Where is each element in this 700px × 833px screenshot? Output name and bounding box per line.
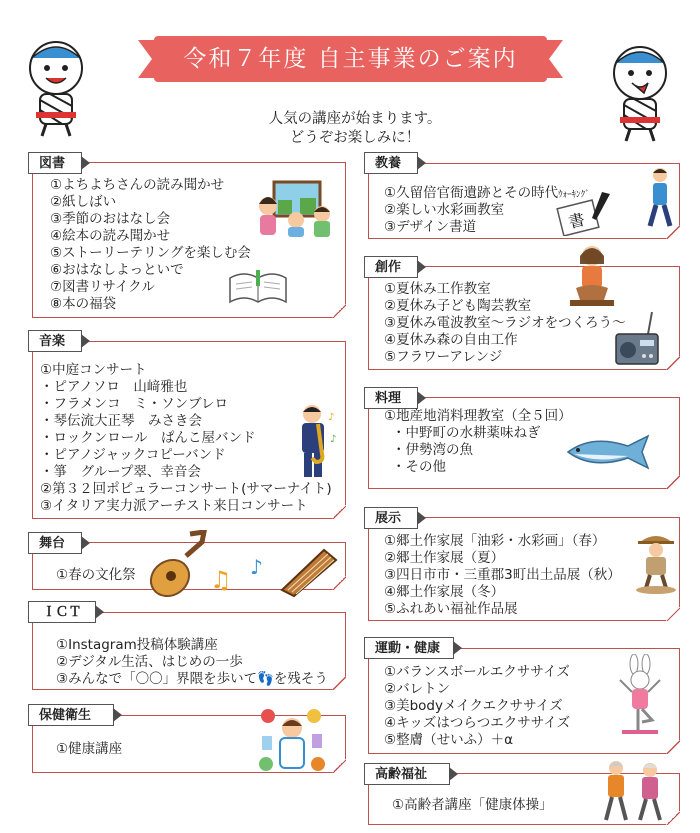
ict-list [56,637,328,688]
explorer-icon [634,530,680,594]
family-window-icon [256,180,336,238]
list-item: ・箏 グループ翠、幸音会 [40,464,201,480]
list-item: ①高齢者講座「健康体操」 [392,797,553,813]
tab-elderly: 高齢福祉 [364,763,450,785]
list-item: ①健康講座 [56,741,123,757]
list-item: ・伊勢湾の魚 [392,442,473,458]
yoga-rabbit-icon [616,654,664,738]
music-list [40,362,335,515]
list-item [56,671,328,688]
intro-line-2: どうぞお楽しみに！ [289,130,421,146]
list-item: ④絵本の読み聞かせ [50,228,171,244]
svg-text:書: 書 [566,209,587,233]
list-item: ③四日市市・三重郡3町出土品展（秋） [384,567,621,583]
walking-label: ｳｫｰｷﾝｸﾞ [558,190,590,200]
tab-exhibit: 展示 [364,507,418,529]
calligraphy-icon [554,190,614,236]
list-item-text: ③みんなで「〇〇」界隈を歩いて [56,671,258,687]
list-item: ②第３２回ポピュラーコンサート(サマーナイト) [40,481,332,497]
list-item: ①バランスボールエクササイズ [384,664,570,680]
list-item: ⑤整膚（せいふ）＋α [384,732,514,748]
music-notes-icon [208,556,278,592]
list-item: ・中野町の水耕薬味ねぎ [392,425,541,441]
list-item: ・琴伝流大正琴 みさき会 [40,413,202,429]
tab-sports: 運動・健康 [364,637,454,659]
list-item: ⑤ふれあい福祉作品展 [384,601,518,617]
list-item: ・ピアノジャックコピーバンド [40,447,226,463]
title-banner [138,30,563,88]
stage-list [56,567,136,584]
footprint-icon: 👣 [257,671,274,687]
list-item-suffix: を残そう [273,671,328,687]
list-item: ⑤フラワーアレンジ [384,349,503,365]
tab-library: 図書 [28,152,82,174]
list-item: ①地産地消料理教室（全５回） [384,408,572,424]
tab-culture: 教養 [364,152,418,174]
svg-text:♪: ♪ [328,412,335,423]
list-item: ④郷土作家展（冬） [384,584,505,600]
intro-text [230,110,480,148]
tab-cooking: 料理 [364,387,418,409]
intro-line-1: 人気の講座が始まります。 [268,111,442,127]
list-item: ③夏休み電波教室～ラジオをつくろう～ [384,315,626,331]
list-item: ⑥おはなしよっといで [50,262,184,278]
page-title: 令和７年度 自主事業のご案内 [183,46,518,72]
list-item: ・ピアノソロ 山﨑雅也 [40,379,188,395]
tab-ict: ＩＣＴ [28,601,96,623]
tab-creation: 創作 [364,256,418,278]
list-item: ①春の文化祭 [56,567,136,583]
mascot-left-icon [22,38,90,138]
cooking-list [384,408,572,476]
list-item: ・ロックンロール ぱんこ屋バンド [40,430,256,446]
list-item: ⑧本の福袋 [50,296,117,312]
list-item: ⑦図書リサイクル [50,279,155,295]
radio-icon [612,308,662,368]
list-item: ②夏休み子ども陶芸教室 [384,298,532,314]
list-item: ②バレトン [384,681,451,697]
list-item: ①よちよちさんの読み聞かせ [50,177,225,193]
sports-list [384,664,570,749]
svg-text:♪: ♪ [330,434,337,445]
koto-icon [276,546,340,598]
saxophone-player-icon [292,402,342,482]
list-item: ③美bodyメイクエクササイズ [384,698,563,714]
list-item: ⑤ストーリーテリングを楽しむ会 [50,245,251,261]
list-item: ・フラメンコ ミ・ソンブレロ [40,396,229,412]
svg-text:♫: ♫ [210,566,232,592]
tab-health: 保健衛生 [28,704,114,726]
banner-ribbon-right [545,40,563,78]
svg-text:♪: ♪ [250,556,263,579]
list-item-text: ①久留倍官衙遺跡とその時代 [384,185,559,201]
list-item: ②楽しい水彩画教室 [384,202,505,218]
fish-icon [562,432,652,472]
list-item: ③イタリア実力派アーチスト来日コンサート [40,498,308,514]
pottery-girl-icon [560,244,622,308]
elderly-list [392,797,553,814]
list-item: ①Instagram投稿体験講座 [56,637,218,653]
mascot-right-icon [606,43,674,143]
exhibit-list [384,533,621,618]
list-item: ③季節のおはなし会 [50,211,171,227]
tab-stage: 舞台 [28,532,82,554]
health-list [56,741,122,758]
open-book-icon [228,268,288,306]
guitar-icon [146,530,210,600]
walking-man-icon [644,166,678,230]
list-item: ・その他 [392,459,446,475]
library-list [50,177,251,313]
list-item: ①夏休み工作教室 [384,281,491,297]
list-item: ①中庭コンサート [40,362,147,378]
elderly-walkers-icon [594,758,674,824]
list-item: ①郷土作家展「油彩・水彩画」（春） [384,533,606,549]
doctor-food-icon [258,706,326,774]
tab-music: 音楽 [28,330,82,352]
list-item: ④キッズはつらつエクササイズ [384,715,571,731]
list-item: ②郷土作家展（夏） [384,550,505,566]
list-item: ④夏休み森の自由工作 [384,332,518,348]
list-item: ②デジタル生活、はじめの一歩 [56,654,243,670]
list-item: ③デザイン書道 [384,219,477,235]
list-item: ②紙しばい [50,194,117,210]
